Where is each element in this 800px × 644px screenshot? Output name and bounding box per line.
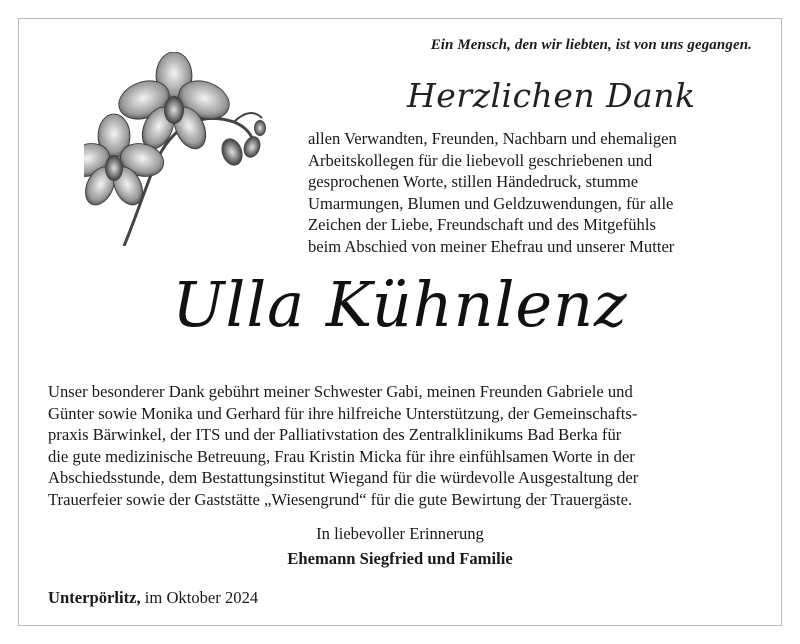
body-line: Unser besonderer Dank gebührt meiner Schwester Gabi, meinen Freunden Gabriele und bbox=[48, 382, 633, 401]
body-line: Trauerfeier sowie der Gaststätte „Wiesengrund“ für die gute Bewirtung der Trauergäste. bbox=[48, 489, 633, 509]
memory-line: In liebevoller Erinnerung bbox=[316, 524, 484, 543]
acknowledgement-paragraph bbox=[48, 381, 758, 511]
thanks-paragraph bbox=[308, 128, 748, 258]
family-signature: Ehemann Siegfried und Familie bbox=[287, 549, 513, 568]
orchid-icon bbox=[84, 52, 270, 246]
thanks-line: beim Abschied von meiner Ehefrau und unserer Mutter bbox=[308, 236, 675, 256]
thanks-line: allen Verwandten, Freunden, Nachbarn und ehemaligen bbox=[308, 129, 677, 148]
thanks-line: Arbeitskollegen für die liebevoll geschriebenen und bbox=[308, 150, 653, 170]
body-line: die gute medizinische Betreuung, Frau Kristin Micka für ihre einfühlsamen Worte in der bbox=[48, 446, 635, 466]
place-date bbox=[48, 588, 258, 608]
thanks-line: gesprochenen Worte, stillen Händedruck, stumme bbox=[308, 172, 639, 192]
date: im Oktober 2024 bbox=[144, 588, 259, 607]
body-line: Abschiedsstunde, dem Bestattungsinstitut Wiegand für die würdevolle Ausgestaltung der bbox=[48, 468, 639, 488]
motto: Ein Mensch, den wir liebten, ist von uns gegangen. bbox=[430, 37, 752, 53]
body-line: Günter sowie Monika und Gerhard für ihre hilfreiche Unterstützung, der Gemeinschafts- bbox=[48, 403, 638, 423]
thanks-heading: Herzlichen Dank bbox=[407, 76, 696, 115]
deceased-name: Ulla Kühnlenz bbox=[172, 268, 628, 341]
body-line: praxis Bärwinkel, der ITS und der Palliativstation des Zentralklinikums Bad Berka für bbox=[48, 425, 622, 445]
thanks-line: Zeichen der Liebe, Freundschaft und des Mitgefühls bbox=[308, 215, 656, 235]
place: Unterpörlitz, bbox=[48, 588, 141, 607]
thanks-line: Umarmungen, Blumen und Geldzuwendungen, für alle bbox=[308, 193, 674, 213]
